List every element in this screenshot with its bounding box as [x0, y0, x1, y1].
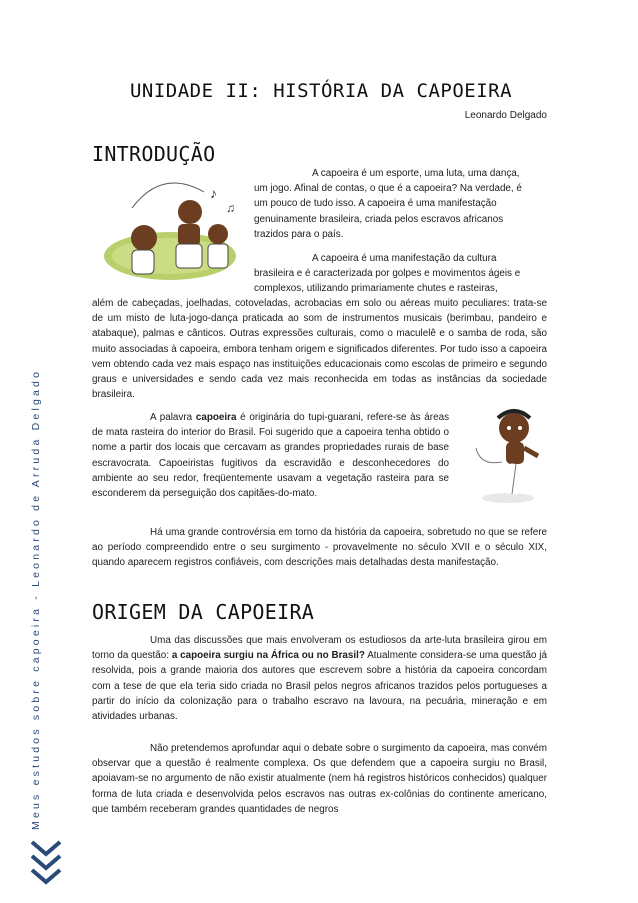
intro-p2-line: brasileira e é caracterizada por golpes e movimentos ágeis e	[254, 268, 521, 280]
intro-p2-line: A capoeira é uma manifestação da cultura	[312, 253, 497, 264]
intro-p1-line: um pouco de tudo isso. A capoeira é uma manifestação	[254, 198, 497, 210]
page-title: UNIDADE II: HISTÓRIA DA CAPOEIRA	[129, 80, 513, 102]
section-heading-introducao: INTRODUÇÃO	[92, 142, 216, 166]
side-title-text: Meus estudos sobre capoeira - Leonardo de Arruda Delgado	[30, 368, 42, 830]
intro-p1-line: um jogo. Afinal de contas, o que é a capoeira? Na verdade, é	[254, 183, 522, 195]
intro-p1-line: trazidos para o país.	[254, 228, 344, 240]
intro-paragraph-2-start	[254, 251, 547, 297]
origem-p1-pre: Uma das discussões que mais envolveram os estudiosos da arte-luta brasileira girou em torno da questão:	[92, 635, 547, 662]
intro-paragraph-3	[92, 410, 449, 501]
svg-text:♪: ♪	[210, 185, 217, 201]
intro-p2-line: complexos, utilizando primariamente chutes e rasteiras,	[254, 283, 498, 295]
origem-paragraph-1	[92, 633, 547, 724]
capoeira-players-illustration	[92, 168, 242, 286]
origem-p1-post: Atualmente considera-se uma questão já resolvida, pois a grande maioria dos autores que escrevem sobre a história da capoeira concordam com a tese de que ela teria sido criada no Brasil pelos negros africanos trazidos pelos portugueses a partir do início da colonização para o trabalho escravo na lavoura, na pecuária, mineração e em atividades urbanas.	[92, 650, 547, 723]
intro-p1-line: A capoeira é um esporte, uma luta, uma dança,	[312, 168, 520, 179]
p3-text-pre: A palavra	[150, 412, 196, 423]
intro-p2-rest: além de cabeçadas, joelhadas, cotoveladas, acrobacias em solo ou aéreas muito peculiares: trata-se de um misto de luta-jogo-dança praticada ao som de instrumentos musicais (berimbau, pandeiro e atabaque), palmas e cânticos. Outras expressões culturais, como o maculelê e o samba de roda, são muito associadas à capoeira, embora tenham origem e significados diferentes. Por tudo isso a capoeira vem obtendo cada vez mais espaço nas instituições educacionais como escolas de primeiro e segundo graus e universidades e sendo cada vez mais reconhecida em todas as instâncias da sociedade brasileira.	[92, 298, 547, 401]
svg-text:♫: ♫	[226, 201, 235, 215]
intro-p1-line: genuinamente brasileira, criada pelos escravos africanos	[254, 213, 504, 225]
intro-paragraph-4	[92, 525, 547, 571]
intro-paragraph-1	[254, 166, 547, 242]
author-name: Leonardo Delgado	[464, 110, 547, 121]
chevron-down-icon	[30, 838, 62, 886]
origem-p2-text: Não pretendemos aprofundar aqui o debate sobre o surgimento da capoeira, mas convém observar que a questão é realmente complexa. Os que defendem que a capoeira surgiu no Brasil, apoiavam-se no argumento de não existir atualmente (nem há registros históricos conhecidos) qualquer forma de luta criada e desenvolvida pelos escravos nas outras ex-colônias do continente americano, que também receberam grandes quantidades de negros	[92, 743, 547, 815]
p3-text-post: é originária do tupi-guarani, refere-se às áreas de mata rasteira do interior do Brasil. Foi sugerido que a capoeira tenha obtido o nome a partir dos locais que cercavam as grandes propriedades rurais de base escravocrata. Capoeiristas fugitivos da escravidão e desconhecedores do ambiente ao seu redor, freqüentemente usavam a vegetação rasteira para se esconderem da perseguição dos capitães-do-mato.	[92, 412, 450, 500]
side-running-title	[28, 270, 48, 830]
capoeirista-kick-illustration	[472, 404, 548, 504]
section-heading-origem: ORIGEM DA CAPOEIRA	[92, 600, 315, 624]
origem-p1-bold: a capoeira surgiu na África ou no Brasil?	[171, 650, 365, 662]
origem-paragraph-2	[92, 741, 547, 817]
intro-p4-text: Há uma grande controvérsia em torno da história da capoeira, sobretudo no que se refere ao período compreendido entre o seu surgimento - provavelmente no século XVII e o século XIX, quando aparecem registros confiáveis, com descrições mais detalhadas desta manifestação.	[92, 527, 547, 569]
p3-bold-term: capoeira	[195, 412, 237, 423]
intro-paragraph-2-rest	[92, 296, 547, 402]
